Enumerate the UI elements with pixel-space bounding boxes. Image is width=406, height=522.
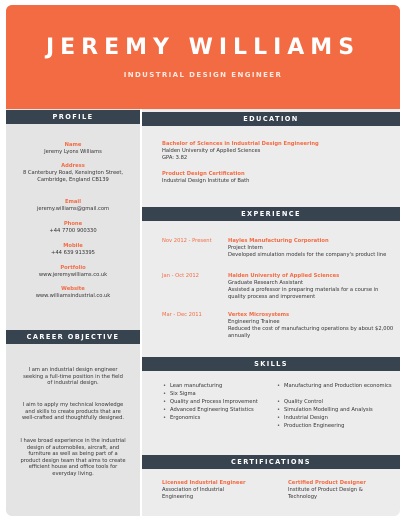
experience-company-2: Halden University of Applied Sciences	[228, 273, 340, 279]
skill-item: • Industrial Design	[284, 415, 328, 422]
resume-page	[6, 5, 400, 516]
profile-value-portfolio[interactable]: www.jeremywilliams.co.uk	[38, 272, 108, 278]
experience-role-3: Engineering Trainee	[228, 319, 280, 325]
experience-role-1: Project Intern	[228, 245, 263, 251]
objective-paragraph-3: I have broad experience in the industrial design of automobiles, aircraft, and furniture as well as being part of a product design team that aims to create efficient house and office tools for everyday living.	[20, 438, 126, 477]
profile-label-name: Name	[64, 142, 82, 148]
skill-item: • Six Sigma	[170, 391, 196, 398]
education-degree-1: Bachelor of Sciences in Industrial Design Engineering	[162, 141, 319, 147]
profile-label-mobile: Mobile	[63, 243, 83, 249]
certification-org-1: Association of Industrial Engineering	[162, 487, 225, 500]
experience-heading: EXPERIENCE	[142, 207, 400, 221]
experience-desc-2: Assisted a professor in preparing materials for a course in quality process and improvement	[228, 287, 379, 300]
certifications-heading: CERTIFICATIONS	[142, 455, 400, 469]
experience-desc-1: Developed simulation models for the company's product line	[228, 252, 387, 258]
profile-value-mobile: +44 639 913395	[51, 250, 95, 256]
certification-title-1: Licensed Industrial Engineer	[162, 480, 246, 486]
candidate-name: JEREMY WILLIAMS	[45, 35, 361, 60]
education-degree-2: Product Design Certification	[162, 171, 245, 177]
experience-role-2: Graduate Research Assistant	[228, 280, 304, 286]
skill-item: • Quality and Process Improvement	[170, 399, 258, 406]
experience-desc-3: Reduced the cost of manufacturing operations by about $2,000 annually	[228, 326, 394, 339]
experience-dates-1: Nov 2012 - Present	[162, 238, 212, 244]
skill-item: • Lean manufacturing	[170, 383, 222, 390]
profile-label-website: Website	[61, 286, 85, 292]
education-school-2: Industrial Design Institute of Bath	[162, 178, 250, 184]
skills-heading: SKILLS	[142, 357, 400, 371]
experience-company-1: Hayles Manufacturing Corporation	[228, 238, 329, 244]
certification-org-2: Institute of Product Design & Technology	[288, 487, 363, 500]
skill-item: • Production Engineering	[284, 423, 344, 430]
profile-value-address: 8 Canterbury Road, Kensington Street, Cambridge, England CB139	[22, 170, 124, 183]
skill-item: • Quality Control	[284, 399, 323, 406]
skill-item: • Simulation Modelling and Analysis	[284, 407, 373, 414]
profile-label-portfolio: Portfolio	[60, 265, 86, 271]
profile-value-name: Jeremy Lyons Williams	[44, 149, 102, 155]
skill-item: • Advanced Engineering Statistics	[170, 407, 254, 414]
profile-heading: PROFILE	[6, 110, 140, 124]
certification-title-2: Certified Product Designer	[288, 480, 366, 486]
skill-item: • Ergonomics	[170, 415, 200, 422]
skill-item: • Manufacturing and Production economics	[284, 383, 394, 390]
education-school-1: Halden University of Applied Sciences	[162, 148, 261, 154]
candidate-title: INDUSTRIAL DESIGN ENGINEER	[123, 71, 283, 79]
profile-value-phone: +44 7700 900330	[49, 228, 97, 234]
profile-label-phone: Phone	[63, 221, 83, 227]
profile-label-address: Address	[61, 163, 85, 169]
profile-value-website[interactable]: www.williamsindustrial.co.uk	[35, 293, 111, 299]
experience-dates-3: Mar - Dec 2011	[162, 312, 202, 318]
experience-dates-2: Jan - Oct 2012	[162, 273, 199, 279]
objective-paragraph-1: I am an industrial design engineer seeking a full-time position in the field of industrial design.	[23, 367, 123, 387]
profile-label-email: Email	[64, 199, 81, 205]
objective-heading: CAREER OBJECTIVE	[6, 330, 140, 344]
objective-paragraph-2: I aim to apply my technical knowledge and skills to create products that are well-crafted and thoughtfully designed.	[21, 402, 125, 422]
experience-company-3: Vertex Microsystems	[228, 312, 290, 318]
resume-header	[6, 5, 400, 109]
education-gpa-1: GPA: 3.82	[162, 155, 188, 161]
profile-value-email[interactable]: jeremy.williams@gmail.com	[36, 206, 110, 212]
education-heading: EDUCATION	[142, 112, 400, 126]
